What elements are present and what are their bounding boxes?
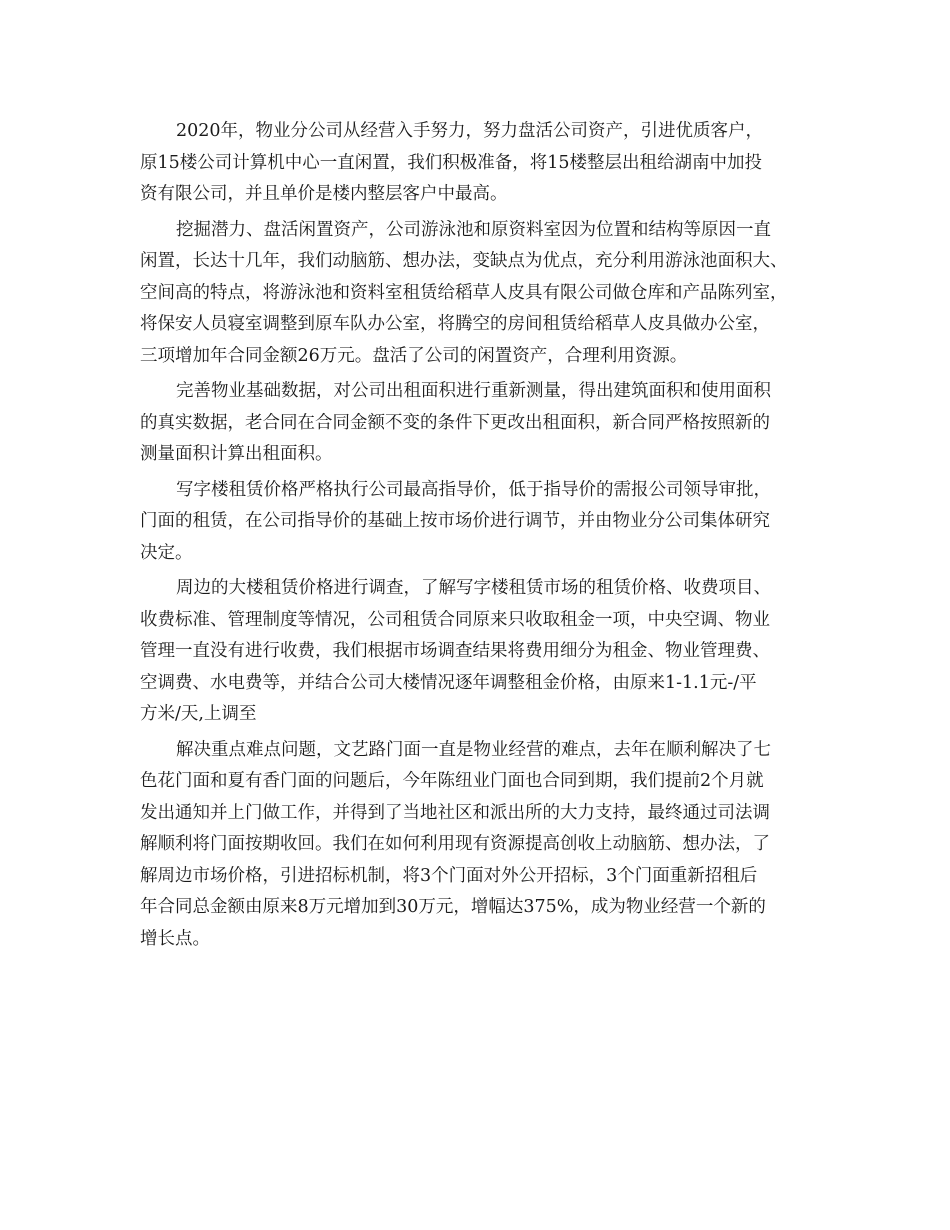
paragraph-line: 方米/天,上调至 xyxy=(140,704,257,724)
paragraph-line: 写字楼租赁价格严格执行公司最高指导价，低于指导价的需报公司领导审批， xyxy=(176,479,771,500)
paragraph-line: 解周边市场价格，引进招标机制，将3个门面对外公开招标，3个门面重新招租后 xyxy=(140,865,758,886)
paragraph-1 xyxy=(140,116,820,211)
paragraph-line: 测量面积计算出租面积。 xyxy=(140,444,333,464)
paragraph-line: 空调费、水电费等，并结合公司大楼情况逐年调整租金价格，由原来1-1.1元-/平 xyxy=(140,672,757,693)
paragraph-line: 的真实数据，老合同在合同金额不变的条件下更改出租面积，新合同严格按照新的 xyxy=(140,412,770,433)
paragraph-line: 收费标准、管理制度等情况，公司租赁合同原来只收取租金一项，中央空调、物业 xyxy=(140,609,770,630)
document-body xyxy=(140,116,820,959)
paragraph-line: 门面的租赁，在公司指导价的基础上按市场价进行调节，并由物业分公司集体研究 xyxy=(140,511,770,531)
paragraph-line: 2020年，物业分公司从经营入手努力，努力盘活公司资产，引进优质客户， xyxy=(176,121,764,141)
paragraph-line: 管理一直没有进行收费，我们根据市场调查结果将费用细分为租金、物业管理费、 xyxy=(140,641,770,661)
paragraph-line: 闲置，长达十几年，我们动脑筋、想办法，变缺点为优点，充分利用游泳池面积大、 xyxy=(140,251,788,271)
paragraph-2 xyxy=(140,215,820,373)
paragraph-line: 将保安人员寝室调整到原车队办公室，将腾空的房间租赁给稻草人皮具做办公室， xyxy=(140,314,770,334)
paragraph-line: 空间高的特点，将游泳池和资料室租赁给稻草人皮具有限公司做仓库和产品陈列室， xyxy=(140,282,788,303)
paragraph-3 xyxy=(140,376,820,471)
paragraph-line: 色花门面和夏有香门面的问题后，今年陈纽业门面也合同到期，我们提前2个月就 xyxy=(140,771,764,791)
paragraph-line: 发出通知并上门做工作，并得到了当地社区和派出所的大力支持，最终通过司法调 xyxy=(140,802,770,823)
paragraph-line: 增长点。 xyxy=(140,928,210,949)
paragraph-line: 完善物业基础数据，对公司出租面积进行重新测量，得出建筑面积和使用面积 xyxy=(176,381,771,401)
paragraph-5 xyxy=(140,573,820,731)
paragraph-line: 资有限公司，并且单价是楼内整层客户中最高。 xyxy=(140,184,508,204)
paragraph-line: 挖掘潜力、盘活闲置资产，公司游泳池和原资料室因为位置和结构等原因一直 xyxy=(176,219,771,240)
paragraph-line: 解顺利将门面按期收回。我们在如何利用现有资源提高创收上动脑筋、想办法，了 xyxy=(140,834,770,854)
paragraph-line: 三项增加年合同金额26万元。盘活了公司的闲置资产，合理利用资源。 xyxy=(140,345,688,366)
paragraph-line: 周边的大楼租赁价格进行调查，了解写字楼租赁市场的租赁价格、收费项目、 xyxy=(176,578,771,598)
paragraph-4 xyxy=(140,475,820,570)
paragraph-line: 决定。 xyxy=(140,542,193,563)
paragraph-line: 解决重点难点问题，文艺路门面一直是物业经营的难点，去年在顺利解决了七 xyxy=(176,739,771,760)
paragraph-line: 原15楼公司计算机中心一直闲置，我们积极准备，将15楼整层出租给湖南中加投 xyxy=(140,152,763,173)
paragraph-6 xyxy=(140,735,820,956)
paragraph-line: 年合同总金额由原来8万元增加到30万元，增幅达375%，成为物业经营一个新的 xyxy=(140,897,766,917)
